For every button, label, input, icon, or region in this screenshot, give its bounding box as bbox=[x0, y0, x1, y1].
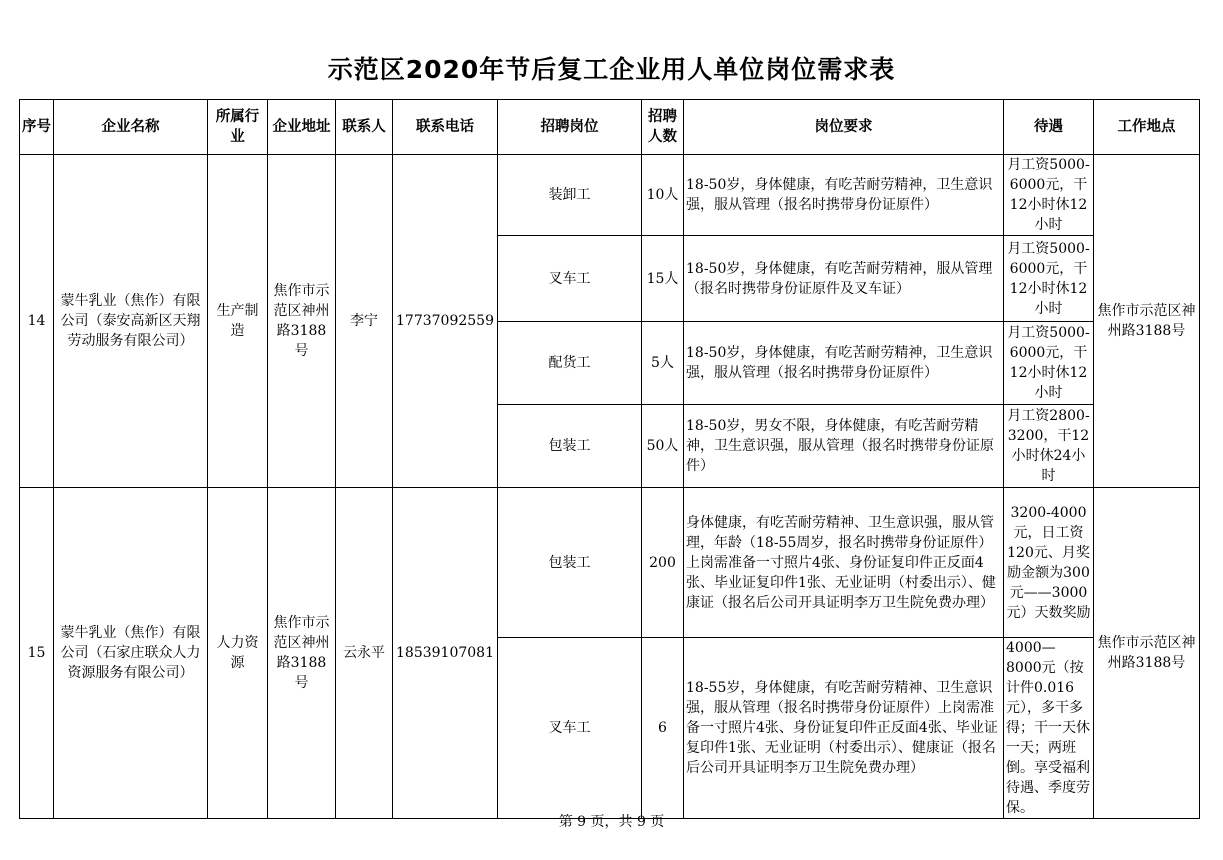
requirements-cell: 18-50岁，男女不限，身体健康，有吃苦耐劳精神，卫生意识强，服从管理（报名时携带身份证原件） bbox=[684, 405, 1004, 488]
contact-cell: 云永平 bbox=[336, 488, 393, 819]
pay-cell: 月工资5000-6000元，干12小时休12小时 bbox=[1004, 155, 1094, 236]
count-cell: 10人 bbox=[642, 155, 684, 236]
position-cell: 装卸工 bbox=[498, 155, 642, 236]
pay-cell: 3200-4000元，日工资120元、月奖励金额为300元——3000元）天数奖励 bbox=[1004, 488, 1094, 638]
industry-cell: 生产制造 bbox=[208, 155, 268, 488]
page-footer: 第 9 页，共 9 页 bbox=[558, 814, 665, 830]
header-company: 企业名称 bbox=[54, 100, 208, 155]
seq-cell: 15 bbox=[20, 488, 54, 819]
pay-cell: 月工资5000-6000元，干12小时休12小时 bbox=[1004, 236, 1094, 322]
header-row bbox=[20, 100, 1200, 155]
requirements-cell: 身体健康，有吃苦耐劳精神、卫生意识强，服从管理，年龄（18-55周岁，报名时携带身份证原件）上岗需准备一寸照片4张、身份证复印件正反面4张、毕业证复印件1张、无业证明（村委出示）、健康证（报名后公司开具证明李万卫生院免费办理） bbox=[684, 488, 1004, 638]
header-pay: 待遇 bbox=[1004, 100, 1094, 155]
seq-cell: 14 bbox=[20, 155, 54, 488]
position-cell: 叉车工 bbox=[498, 236, 642, 322]
header-location: 工作地点 bbox=[1094, 100, 1200, 155]
contact-cell: 李宁 bbox=[336, 155, 393, 488]
position-cell: 叉车工 bbox=[498, 638, 642, 819]
table-row bbox=[20, 155, 1200, 236]
header-count: 招聘人数 bbox=[642, 100, 684, 155]
company-cell: 蒙牛乳业（焦作）有限公司（石家庄联众人力资源服务有限公司） bbox=[54, 488, 208, 819]
job-demand-table bbox=[19, 99, 1200, 819]
company-cell: 蒙牛乳业（焦作）有限公司（泰安高新区天翔劳动服务有限公司） bbox=[54, 155, 208, 488]
header-contact: 联系人 bbox=[336, 100, 393, 155]
header-phone: 联系电话 bbox=[393, 100, 498, 155]
count-cell: 15人 bbox=[642, 236, 684, 322]
header-address: 企业地址 bbox=[268, 100, 336, 155]
pay-cell: 月工资2800-3200，干12小时休24小时 bbox=[1004, 405, 1094, 488]
requirements-cell: 18-50岁，身体健康，有吃苦耐劳精神，服从管理（报名时携带身份证原件及叉车证） bbox=[684, 236, 1004, 322]
requirements-cell: 18-55岁，身体健康，有吃苦耐劳精神、卫生意识强，服从管理（报名时携带身份证原件）上岗需准备一寸照片4张、身份证复印件正反面4张、毕业证复印件1张、无业证明（村委出示）、健康证（报名后公司开具证明李万卫生院免费办理） bbox=[684, 638, 1004, 819]
requirements-cell: 18-50岁，身体健康，有吃苦耐劳精神，卫生意识强，服从管理（报名时携带身份证原件） bbox=[684, 155, 1004, 236]
position-cell: 包装工 bbox=[498, 488, 642, 638]
position-cell: 包装工 bbox=[498, 405, 642, 488]
header-position: 招聘岗位 bbox=[498, 100, 642, 155]
count-cell: 5人 bbox=[642, 322, 684, 405]
header-seq: 序号 bbox=[20, 100, 54, 155]
requirements-cell: 18-50岁，身体健康，有吃苦耐劳精神，卫生意识强，服从管理（报名时携带身份证原件） bbox=[684, 322, 1004, 405]
phone-cell: 17737092559 bbox=[393, 155, 498, 488]
pay-cell: 4000—8000元（按计件0.016元），多干多得；干一天休一天；两班倒。享受福利待遇、季度劳保。 bbox=[1004, 638, 1094, 819]
header-industry: 所属行业 bbox=[208, 100, 268, 155]
header-requirements: 岗位要求 bbox=[684, 100, 1004, 155]
location-cell: 焦作市示范区神州路3188号 bbox=[1094, 488, 1200, 819]
pay-cell: 月工资5000-6000元，干12小时休12小时 bbox=[1004, 322, 1094, 405]
phone-cell: 18539107081 bbox=[393, 488, 498, 819]
count-cell: 50人 bbox=[642, 405, 684, 488]
page-title: 示范区2020年节后复工企业用人单位岗位需求表 bbox=[327, 55, 896, 84]
industry-cell: 人力资源 bbox=[208, 488, 268, 819]
count-cell: 6 bbox=[642, 638, 684, 819]
position-cell: 配货工 bbox=[498, 322, 642, 405]
table-row bbox=[20, 488, 1200, 638]
address-cell: 焦作市示范区神州路3188号 bbox=[268, 155, 336, 488]
location-cell: 焦作市示范区神州路3188号 bbox=[1094, 155, 1200, 488]
address-cell: 焦作市示范区神州路3188号 bbox=[268, 488, 336, 819]
count-cell: 200 bbox=[642, 488, 684, 638]
